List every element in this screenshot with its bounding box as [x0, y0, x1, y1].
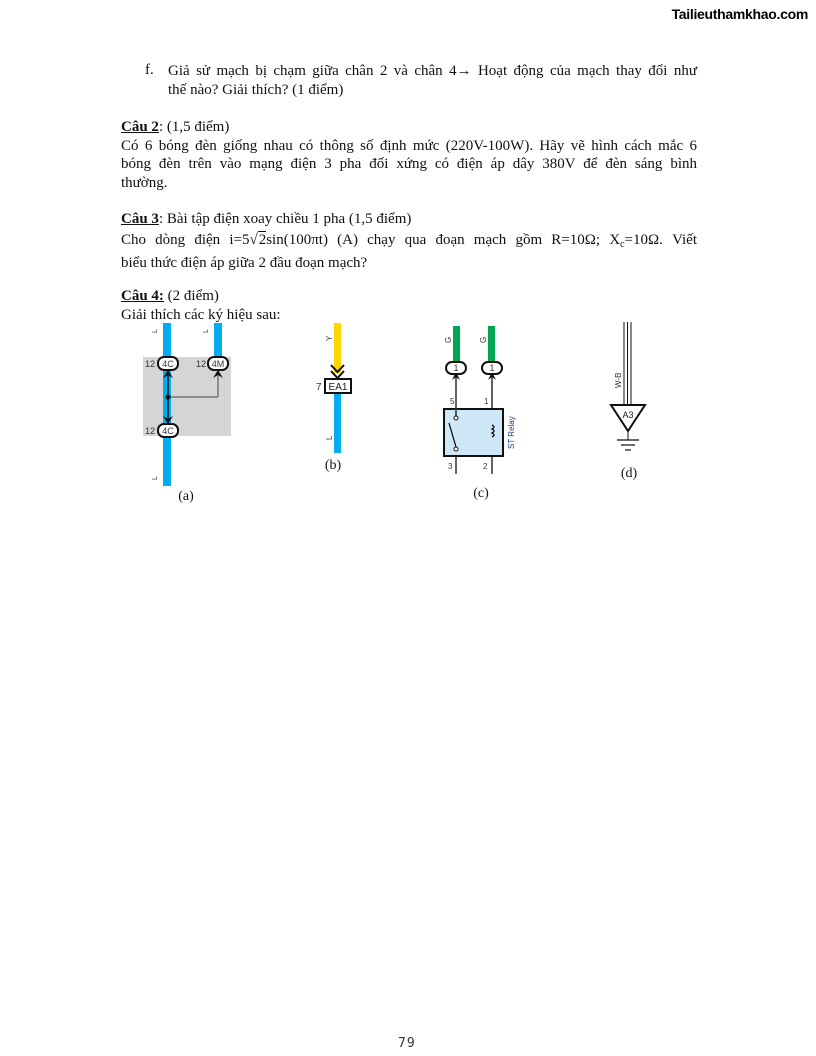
cau3-formula-pre: Cho dòng điện i=5: [121, 231, 250, 248]
cau3-formula-end: =10Ω. Viết: [624, 231, 697, 248]
caption-b: (b): [324, 458, 342, 473]
wire-color-label: L: [152, 329, 159, 333]
wire-color-label: L: [325, 435, 334, 440]
relay-box: [444, 409, 503, 456]
wire-color-label: G: [479, 336, 488, 343]
wire-right: [214, 323, 222, 358]
item-f-marker: f.: [145, 62, 154, 78]
cau2-title: Câu 2: [121, 119, 159, 135]
wire-color-label: W-B: [614, 372, 623, 388]
cau4-title: Câu 4:: [121, 288, 164, 304]
wire-green-2: [488, 326, 495, 361]
connector-label: 1: [453, 363, 459, 373]
connector-label: 4M: [211, 359, 225, 369]
cau2-line1: Có 6 bóng đèn giống nhau có thông số định mức (220V-100W). Hãy vẽ hình cách mắc 6: [121, 137, 697, 154]
wire-yellow: [334, 323, 341, 373]
item-f-line1: Giả sử mạch bị chạm giữa chân 2 và chân 4→ Hoạt động của mạch thay đổi như: [168, 63, 697, 79]
page-number: 79: [398, 1036, 416, 1051]
junction-dot: [166, 395, 171, 400]
cau3-title: Câu 3: [121, 211, 159, 227]
wire-color-label: Y: [325, 335, 334, 341]
figure-b: [316, 323, 351, 473]
cau4-points: (2 điểm): [163, 288, 219, 304]
cau4-line1: Giải thích các ký hiệu sau:: [121, 306, 281, 323]
caption-c: (c): [473, 486, 489, 501]
pin-label: 2: [483, 462, 488, 471]
pin-label: 12: [196, 359, 207, 369]
connector-label: 4C: [162, 359, 174, 369]
watermark: Tailieuthamkhao.com: [671, 6, 808, 22]
connector-label: 4C: [162, 426, 174, 436]
wire-color-label: L: [152, 476, 159, 480]
cau3-points: : Bài tập điện xoay chiều 1 pha (1,5 điểm): [158, 211, 412, 227]
wire-left: [163, 323, 171, 486]
item-f-line2: thế nào? Giải thích? (1 điểm): [168, 81, 344, 98]
connector-label: 1: [489, 363, 495, 373]
caption-d: (d): [620, 466, 638, 481]
cau2-line2: bóng đèn trên vào mạng điện 3 pha đối xứng có điện áp dây 380V để đèn sáng bình: [121, 156, 697, 173]
pin-label: 12: [145, 359, 156, 369]
cau3-sqrt-arg: 2: [258, 231, 267, 248]
switch-contact: [454, 416, 458, 420]
wire-blue: [334, 393, 341, 453]
device-label: ST Relay: [507, 416, 516, 449]
wire-green-1: [453, 326, 460, 361]
cau2-points: : (1,5 điểm): [158, 119, 230, 135]
switch-contact: [454, 447, 458, 451]
figure-c: [444, 326, 516, 501]
wire-color-label: L: [203, 329, 210, 333]
ground-icon: [617, 440, 639, 450]
wire-color-label: G: [444, 336, 453, 343]
pin-label: 1: [484, 397, 489, 406]
pin-label: 7: [316, 382, 322, 393]
cau3-formula-post: sin(100πt) (A) chạy qua đoạn mạch gồm R=10Ω; X: [266, 231, 621, 248]
connector-label: EA1: [328, 382, 348, 393]
cau3-line2: biểu thức điện áp giữa 2 đầu đoạn mạch?: [121, 255, 368, 272]
caption-a: (a): [178, 489, 194, 504]
cau3-line1: Cho dòng điện i=5√2sin(100πt) (A) chạy qua đoạn mạch gồm R=10Ω; $X_c=10\Omega$. Viết: [121, 231, 697, 250]
pin-label: 12: [145, 426, 156, 436]
pin-label: 5: [450, 397, 455, 406]
pin-label: 3: [448, 462, 453, 471]
figure-d: [611, 322, 645, 481]
cau3-subscript: c: [620, 238, 625, 250]
cau2-line3: thường.: [121, 174, 168, 191]
ground-point-label: A3: [622, 410, 634, 420]
figure-a: [143, 323, 231, 504]
